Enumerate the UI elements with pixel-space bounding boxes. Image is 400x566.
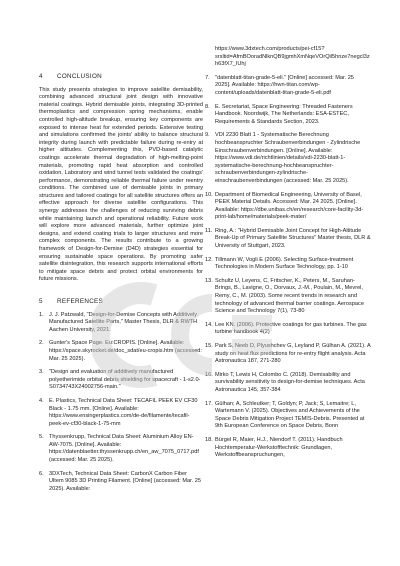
reference-item: 3. "Design and evaluation of additively manufactured polyetherimide orbital debris shielding for spacecraft - 1-s2.0-S0734743X24002756-main.": [39, 369, 201, 391]
reference-item: 7. "datenblatt-titan-grade-5-eli." [Online] accessed: Mar. 25 2025]. Available: https://hwn-titan.com/wp-content/uploads/datenblatt-titan-grade-5-eli.pdf: [205, 74, 354, 96]
reference-item: 4. E. Plastics, Technical Data Sheet: TECAFIL PEEK EV CF30 Black - 1.75 mm. [Online]. Available: https://www.ensingerplastics.com/de-de/filamente/tecafil-peek-ev-cf30-black-1-75-mm: [39, 397, 198, 427]
section-number: 5: [39, 298, 43, 305]
reference-item: 11. Ring, A.: "Hybrid Demisable Joint Concept for High-Altitude Break-Up of Primary Satellite Structures" Master thesis, DLR & University of Stuttgart, 2023.: [205, 227, 371, 250]
reference-item: 5. Thyssenkrupp, Technical Data Sheet: Aluminium Alloy EN-AW-7075. [Online]. Available: https://datenblaetter.thyssenkrupp.ch/en_aw_7075_0717.pdf (accessed: Mar. 25 2025).: [39, 434, 199, 464]
section-title: REFERENCES: [57, 298, 104, 305]
reference-continuation: https://www.3dxtech.com/products/pei-cf15?srsltid=AfmBOoradNlknQB9jgmhXmNqeVOrQil5hnze7negcl3zh63fX7_IUhj: [215, 46, 370, 68]
reference-item: 14. Lee KN. (2006). Protective coatings for gas turbines. The gas turbine handbook 4(2): [205, 321, 367, 336]
reference-item: 9. VDI 2230 Blatt 1 - Systematische Berechnung hochbeanspruchter Schraubenverbindungen - Zylindrische Einschraubenverbindungen. [Online]. Available: https://www.vdi.de/richtlinien/details/vdi-2230-blatt-1-systematische-berechnung-hochbeanspruchter-schraubenverbindungen-zylindrische-einschraubenverbindungen (accessed: Mar. 25 2025).: [205, 132, 361, 184]
section-number: 4: [39, 73, 43, 80]
left-column: [39, 73, 203, 499]
right-column: [205, 47, 371, 466]
references-heading: [39, 298, 203, 307]
reference-item: 15. Park S, Neeb D, Plyushchev G, Leyland P, Gülhan A. (2021). A study on heat flux predictions for re-entry flight analysis. Acta Astronautica 187, 271-280: [205, 343, 371, 365]
reference-item: 6. 3DXTech, Technical Data Sheet: CarbonX Carbon Fiber Ultem 9085 3D Printing Filament. [Online] (accessed: Mar. 25 2025). Available:: [39, 470, 202, 492]
reference-item: 13. Schultz U, Leyens, C, Fritscher, K., Peters, M., Saruhan-Brings, B., Lavigne, O., Dorvaux, J.-M., Poulain, M., Mevrel, Remy, C., M. (2003). Some recent trends in research and technology of advanced thermal barrier coatings. Aerospace Science and Technology 7(1), 73-80: [205, 277, 364, 315]
reference-item: 8. E. Secretariat, Space Engineering: Threaded Fasteners Handbook. Noordwijk, The Netherlands: ESA-ESTEC, Requirements & Standards Section, 2023.: [205, 103, 353, 125]
reference-item: 1. J. J. Patzwald, "Design-for-Demise Concepts with Additively Manufactured Satellite Parts," Master Thesis, DLR & RWTH Aachen University, 2021.: [39, 311, 198, 333]
reference-item: 10. Department of Biomedical Engineering, University of Basel, PEEK Material Details. Accessed: Mar. 24 2025. [Online]. Available: https://dbe.unibas.ch/en/research/core-facility-3d-print-lab/home/materials/peek-mater/: [205, 191, 364, 221]
reference-item: 2. Gunter's Space Page. Eu:CROPIS. [Online]. Available: https://space.skyrocket.de/doc_sdat/eu-cropis.htm (accessed: Mar. 25 2025).: [39, 340, 202, 362]
section-title: CONCLUSION: [57, 73, 102, 80]
reference-item: 17. Gülhan; A, Schleutker; T, Goldyn; P, Jack; S, Lemaitre; L, Wartemann V. (2025). Objectives and Achievements of the Space Debris Mitigation Project TEMIS-Debris. Presented at 9th European Conference on Space Debris, Bonn: [205, 400, 365, 430]
conclusion-heading: [39, 73, 203, 82]
reference-item: 12. Tillmann W, Vogli E (2006). Selecting Surface-treatment Technologies in Modern Surface Technology, pp. 1-10: [205, 256, 354, 271]
reference-item: 16. Mirko T, Lewis H, Colombo C. (2018). Demisability and survivability sensitivity to design-for-demise techniques. Acta Astronautica 145, 357-384: [205, 371, 365, 393]
conclusion-paragraph: This study presents strategies to improve satellite demisability, combining advanced structural joint design with innovative material coatings. Hybrid demisable joints, integrating 3D-printed thermoplastics and compression spring mechanisms, enable controlled high-altitude breakup, ensuring key components are exposed to intense heat for extended periods. Extensive testing and simulations confirmed the joints' ability to balance structural integrity during launch with predictable failure during re-entry at higher altitudes. Complementing this, PVD-based catalytic coatings accelerate thermal degradation of high-melting-point materials, promoting rapid heat absorption and controlled oxidation. Laboratory and wind tunnel tests validated the coatings' performance, demonstrating reliable thermal failure under reentry conditions. The combined use of demisable joints in primary structures and tailored coatings for all satellite structures offers an effective approach for diverse satellite configurations. This synergy addresses the challenges of reducing surviving debris while maintaining launch and operational reliability. Future work will explore more advanced materials, further optimize joint designs, and extend coating trials to larger structures and more complex components. The results contribute to a growing framework of Design-for-Demise (D4D) strategies essential for ensuring sustainable space operations. By promoting safer satellite disintegration, this research supports international efforts to mitigate space debris and protect orbital environments for future missions.: [39, 86, 203, 283]
reference-item: 18. Bürgel R, Maier, H.J., Niendorf T. (2011). Handbuch Hochtemperatur-Werkstofftechnik: Grundlagen, Werkstoffbeanspruchungen,: [205, 436, 343, 459]
